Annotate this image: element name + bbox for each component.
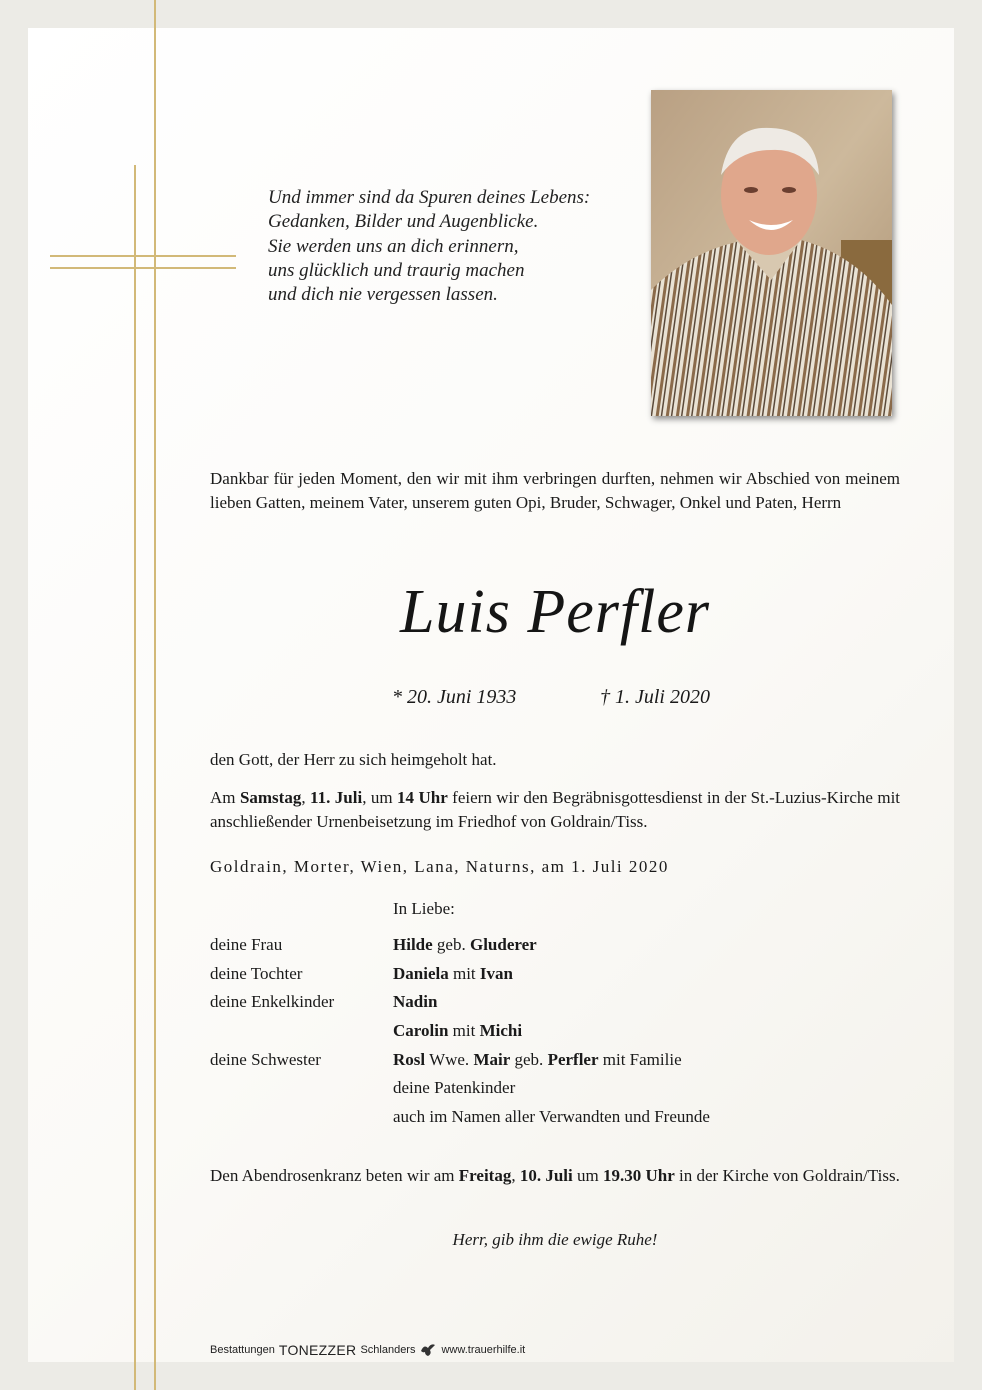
funeral-time: 14 Uhr <box>397 788 448 807</box>
cross-horizontal-line <box>50 255 236 257</box>
dove-logo-icon <box>419 1342 437 1358</box>
relative-name: Daniela <box>393 963 449 983</box>
relative-names <box>393 935 537 955</box>
intro-text: Dankbar für jeden Moment, den wir mit ihm verbringen durften, nehmen wir Abschied von meinem lieben Gatten, meinem Vater, unserem guten Opi, Bruder, Schwager, Onkel und Paten, Herrn <box>210 469 900 512</box>
family-row <box>210 1050 910 1079</box>
relative-name: Ivan <box>479 963 513 983</box>
cross-vertical-line <box>134 165 136 1390</box>
relative-text: geb. <box>510 1049 548 1069</box>
rosary-notice <box>210 1164 900 1188</box>
poem-line: uns glücklich und traurig machen <box>268 259 525 281</box>
funeral-text: Am <box>210 788 240 807</box>
footer <box>210 1342 525 1358</box>
footer-prefix: Bestattungen <box>210 1344 275 1356</box>
relative-name: Perfler <box>547 1049 599 1069</box>
portrait-photo <box>651 90 892 416</box>
relative-name: Michi <box>479 1021 523 1041</box>
footer-url[interactable]: www.trauerhilfe.it <box>441 1344 526 1356</box>
family-row <box>210 1078 910 1107</box>
family-row <box>210 1107 910 1136</box>
poem-line: Und immer sind da Spuren deines Lebens: <box>268 187 591 208</box>
in-love-heading: In Liebe: <box>393 899 455 918</box>
relative-name: Mair <box>473 1049 511 1069</box>
poem-line: und dich nie vergessen lassen. <box>268 284 498 306</box>
relation-label: deine Frau <box>210 935 283 954</box>
funeral-notice <box>210 786 900 834</box>
godchildren-text: deine Patenkinder <box>393 1078 516 1098</box>
rosary-text: Den Abendrosenkranz beten wir am <box>210 1166 459 1185</box>
relative-names <box>393 992 437 1012</box>
family-row <box>210 935 910 964</box>
rosary-text: , <box>511 1166 520 1185</box>
relative-text: mit <box>448 963 480 983</box>
relatives-text: auch im Namen aller Verwandten und Freunde <box>393 1107 710 1127</box>
place-date: Goldrain, Morter, Wien, Lana, Naturns, am 1. Juli 2020 <box>210 857 669 876</box>
birth-date: * 20. Juni 1933 <box>392 686 517 708</box>
cross-vertical-line <box>154 0 156 1390</box>
funeral-date: 11. Juli <box>310 788 363 807</box>
footer-town: Schlanders <box>360 1344 416 1356</box>
deceased-name: Luis Perfler <box>400 578 710 646</box>
poem-line: Gedanken, Bilder und Augenblicke. <box>268 211 539 233</box>
family-row <box>210 992 910 1021</box>
relative-name: Gluderer <box>469 935 537 954</box>
footer-brand: TONEZZER <box>278 1342 357 1358</box>
relative-text: mit Familie <box>598 1049 682 1069</box>
death-date: † 1. Juli 2020 <box>600 686 710 708</box>
relative-text: mit <box>448 1021 480 1041</box>
rosary-text: um <box>572 1166 603 1185</box>
funeral-text: , um <box>362 788 398 807</box>
relative-names <box>393 964 513 984</box>
called-home-text: den Gott, der Herr zu sich heimgeholt hat. <box>210 750 497 769</box>
relation-label: deine Tochter <box>210 963 303 983</box>
relative-text: geb. <box>432 935 470 954</box>
family-row <box>210 1021 910 1050</box>
relative-name: Hilde <box>393 935 433 954</box>
funeral-text: feiern wir den Begräbnisgottesdienst in der St.-Luzius-Kirche mit anschließender Urnenbeisetzung im Friedhof von Goldrain/Tiss. <box>210 788 901 831</box>
rosary-time: 19.30 Uhr <box>602 1166 675 1185</box>
relation-label: deine Schwester <box>210 1049 321 1069</box>
rosary-text: in der Kirche von Goldrain/Tiss. <box>674 1166 900 1185</box>
rosary-day: Freitag <box>458 1166 512 1185</box>
relative-names <box>393 1021 522 1041</box>
relative-name: Rosl <box>393 1049 426 1069</box>
poem <box>268 186 648 307</box>
family-row <box>210 964 910 993</box>
relation-label: deine Enkelkinder <box>210 992 335 1012</box>
closing-prayer: Herr, gib ihm die ewige Ruhe! <box>452 1230 658 1249</box>
relative-names <box>393 1050 682 1070</box>
relative-name: Carolin <box>393 1021 449 1041</box>
poem-line: Sie werden uns an dich erinnern, <box>268 235 519 257</box>
portrait-photo-drawing <box>651 90 892 416</box>
funeral-text: , <box>301 788 311 807</box>
funeral-day: Samstag <box>239 788 302 807</box>
cross-horizontal-line <box>50 267 236 269</box>
relative-name: Nadin <box>393 992 438 1012</box>
rosary-date: 10. Juli <box>519 1166 573 1185</box>
family-list <box>210 935 910 1136</box>
relative-text: Wwe. <box>425 1049 474 1069</box>
